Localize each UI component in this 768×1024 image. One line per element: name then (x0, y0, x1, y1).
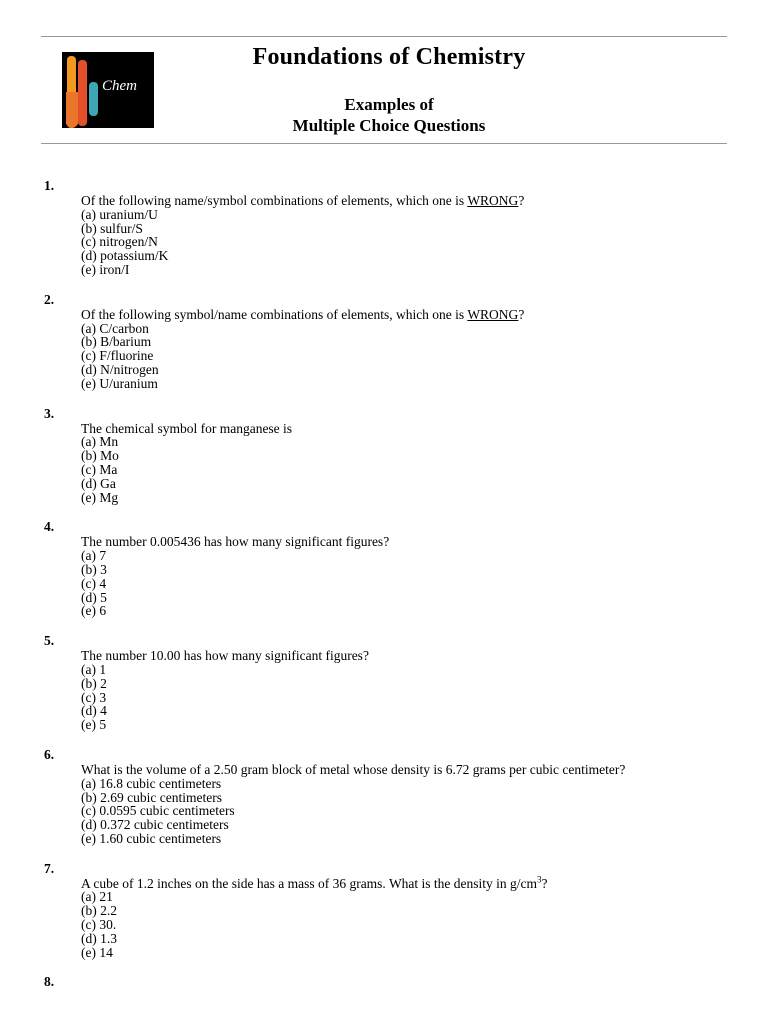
answer-option: (e) Mg (81, 489, 119, 505)
question-body (81, 763, 734, 846)
answer-option: (a) 16.8 cubic centimeters (81, 775, 222, 791)
top-rule (41, 36, 727, 37)
answer-option: (c) 30. (81, 917, 117, 933)
question-4 (44, 519, 734, 618)
question-list (44, 178, 734, 990)
question-8 (44, 974, 734, 990)
answer-option: (c) F/fluorine (81, 348, 154, 364)
page-title: Foundations of Chemistry (252, 44, 526, 70)
superscript: 3 (537, 874, 542, 885)
question-5 (44, 633, 734, 732)
answer-option: (b) 3 (81, 561, 107, 577)
question-7 (44, 861, 734, 960)
question-number: 6. (44, 746, 55, 762)
question-text: The number 0.005436 has how many significant figures? (81, 534, 390, 550)
answer-option: (e) U/uranium (81, 375, 158, 391)
question-number: 4. (44, 519, 55, 535)
page-subtitle (0, 94, 768, 136)
header-bottom-rule (41, 143, 727, 144)
answer-option: (a) uranium/U (81, 206, 158, 222)
question-number: 8. (44, 974, 55, 990)
question-6 (44, 747, 734, 846)
emphasis-underline: WRONG (467, 193, 519, 208)
answer-option: (c) 4 (81, 575, 107, 591)
answer-option: (b) sulfur/S (81, 220, 143, 236)
question-3 (44, 406, 734, 505)
answer-option: (b) 2 (81, 675, 107, 691)
question-body (81, 422, 734, 505)
subtitle-line-1: Examples of (344, 95, 434, 114)
answer-option: (e) 6 (81, 603, 107, 619)
answer-option: (c) 3 (81, 689, 107, 705)
answer-option: (b) B/barium (81, 334, 152, 350)
answer-option: (b) 2.2 (81, 903, 117, 919)
question-number: 2. (44, 291, 55, 307)
question-text: The chemical symbol for manganese is (81, 420, 293, 436)
emphasis-underline: WRONG (467, 306, 519, 322)
answer-option: (e) 14 (81, 944, 113, 960)
subtitle-line-2: Multiple Choice Questions (292, 116, 486, 135)
question-body (81, 874, 734, 960)
question-number: 7. (44, 860, 55, 876)
question-text: A cube of 1.2 inches on the side has a mass of 36 grams. What is the density in $g/cm^3$? (81, 874, 548, 891)
question-text: The number 10.00 has how many significant figures? (81, 648, 369, 664)
answer-option: (a) Mn (81, 434, 119, 450)
question-body (81, 308, 734, 391)
answer-option: (d) potassium/K (81, 248, 169, 264)
answer-option: (c) Ma (81, 461, 118, 477)
question-2 (44, 292, 734, 391)
answer-option: (d) 0.372 cubic centimeters (81, 817, 229, 833)
question-text: What is the volume of a 2.50 gram block of metal whose density is 6.72 grams per cubic centimeter? (81, 761, 626, 777)
question-body (81, 194, 734, 277)
question-body (81, 535, 734, 618)
answer-option: (d) N/nitrogen (81, 361, 159, 377)
answer-option: (e) 5 (81, 717, 107, 733)
logo-wordmark: Chem (102, 78, 137, 94)
answer-option: (d) Ga (81, 475, 116, 491)
question-text: Of the following name/symbol combinations of elements, which one is WRONG? (81, 193, 525, 208)
answer-option: (b) 2.69 cubic centimeters (81, 789, 222, 805)
question-number: 5. (44, 633, 55, 649)
answer-option: (b) Mo (81, 448, 119, 464)
answer-option: (c) 0.0595 cubic centimeters (81, 803, 235, 819)
question-number: 3. (44, 405, 55, 421)
question-1 (44, 178, 734, 277)
question-text: Of the following symbol/name combinations of elements, which one is WRONG? (81, 306, 525, 322)
answer-option: (d) 5 (81, 589, 107, 605)
answer-option: (c) nitrogen/N (81, 234, 158, 250)
answer-option: (a) C/carbon (81, 320, 149, 336)
answer-option: (d) 1.3 (81, 930, 117, 946)
question-number: 1. (44, 178, 55, 193)
answer-option: (d) 4 (81, 703, 107, 719)
answer-option: (e) 1.60 cubic centimeters (81, 830, 222, 846)
answer-option: (e) iron/I (81, 261, 130, 277)
answer-option: (a) 7 (81, 548, 107, 564)
answer-option: (a) 1 (81, 661, 107, 677)
question-body (81, 649, 734, 732)
answer-option: (a) 21 (81, 889, 113, 905)
